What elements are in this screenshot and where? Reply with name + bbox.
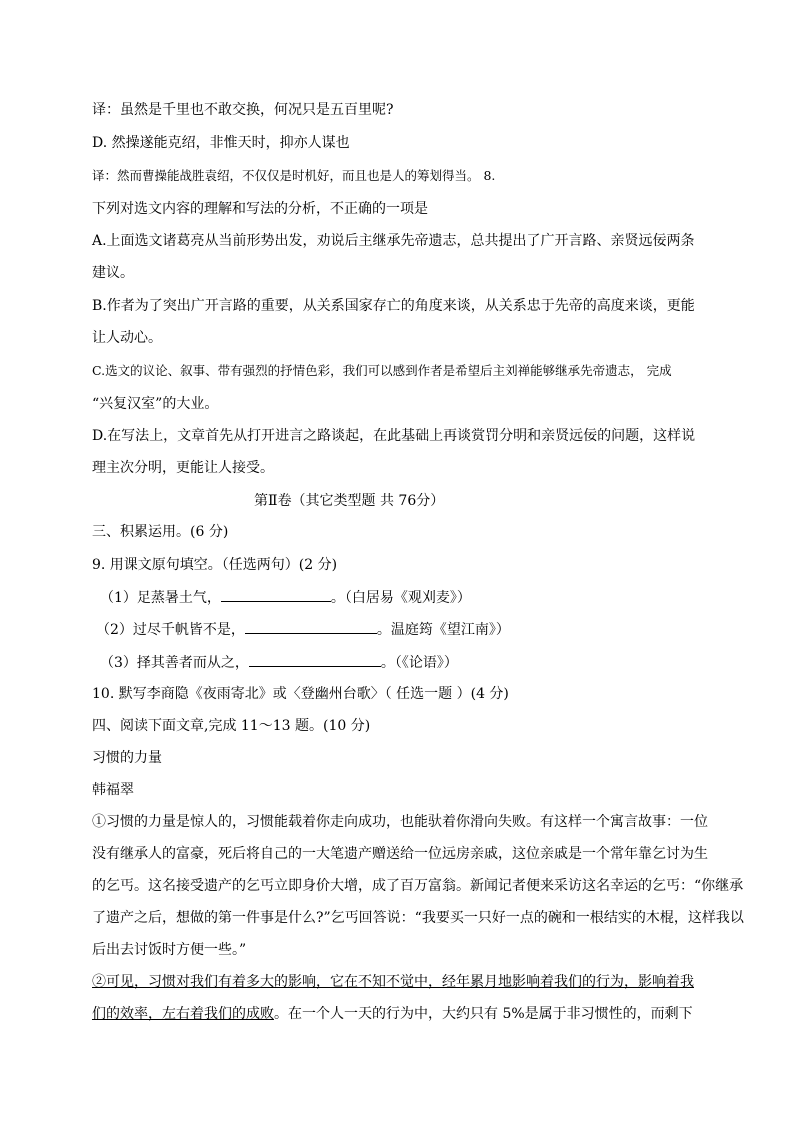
section-heading: 第Ⅱ卷（其它类型题 共 76分）: [254, 493, 445, 509]
translation-line: 译：然而曹操能战胜袁绍，不仅仅是时机好，而且也是人的筹划得当。 8.: [92, 168, 496, 183]
option-a-continued: 建议。: [92, 265, 134, 281]
paragraph-1-line: 没有继承人的富豪，死后将自己的一大笔遗产赠送给一位远房亲戚，这位亲戚是一个常年靠乞讨为生: [92, 846, 708, 862]
option-d-continued: 理主次分明，更能让人接受。: [92, 460, 274, 476]
option-d-sentence: D. 然操遂能克绍，非惟天时，抑亦人谋也: [92, 135, 350, 151]
paragraph-2-line: [92, 1004, 693, 1024]
fill-blank-1-source: 。（白居易《观刈麦》）: [330, 590, 471, 606]
article-title: 习惯的力量: [92, 750, 162, 766]
fill-blank-2: [96, 619, 510, 640]
fill-blank-1: [100, 587, 471, 608]
option-b: B.作者为了突出广开言路的重要，从关系国家存亡的角度来谈，从关系忠于先帝的高度来谈，更能: [92, 298, 695, 314]
option-c-continued: “兴复汉室”的大业。: [92, 396, 219, 412]
option-c: C.选文的议论、叙事、带有强烈的抒情色彩，我们可以感到作者是希望后主刘禅能够继承先帝遗志， 完成: [92, 363, 672, 378]
answer-blank-3[interactable]: [249, 652, 381, 667]
answer-blank-1[interactable]: [221, 587, 331, 602]
paragraph-1-line: 后出去讨饭时方便一些。”: [92, 942, 247, 958]
option-a: A.上面选文诸葛亮从当前形势出发，劝说后主继承先帝遗志，总共提出了广开言路、亲贤远佞两条: [92, 233, 695, 249]
paragraph-1-line: 的乞丐。这名接受遗产的乞丐立即身价大增，成了百万富翁。新闻记者便来采访这名幸运的乞丐：“你继承: [92, 878, 744, 894]
translation-line: 译：虽然是千里也不敢交换，何况只是五百里呢?: [92, 102, 394, 118]
paragraph-2-text: 。在一个人一天的行为中，大约只有 5%是属于非习惯性的，而剩下: [274, 1006, 693, 1022]
part-three-heading: 三、积累运用。(6 分): [92, 524, 229, 540]
paragraph-2-underlined: ②可见，习惯对我们有着多大的影响，它在不知不觉中，经年累月地影响着我们的行为，影响着我: [92, 974, 694, 990]
article-author: 韩福翠: [92, 782, 134, 798]
option-b-continued: 让人动心。: [92, 330, 162, 346]
paragraph-2-underlined-end: 们的效率，左右着我们的成败: [92, 1006, 274, 1022]
fill-blank-2-source: 。温庭筠《望江南》）: [376, 622, 510, 638]
fill-blank-3-source: 。（《论语》）: [380, 655, 458, 671]
fill-blank-2-prompt: （2）过尽千帆皆不是，: [96, 622, 245, 638]
option-d: D.在写法上，文章首先从打开进言之路谈起，在此基础上再谈赏罚分明和亲贤远佞的问题，这样说: [92, 428, 696, 444]
paragraph-1-line: ①习惯的力量是惊人的，习惯能载着你走向成功，也能驮着你滑向失败。有这样一个寓言故事：一位: [92, 814, 708, 830]
fill-blank-1-prompt: （1）足蒸暑土气，: [100, 590, 221, 606]
fill-blank-3: [100, 652, 458, 673]
question-8-stem: 下列对选文内容的理解和写法的分析，不正确的一项是: [92, 201, 428, 217]
fill-blank-3-prompt: （3）择其善者而从之，: [100, 655, 249, 671]
question-9: 9. 用课文原句填空。（任选两句）(2 分): [92, 557, 338, 573]
question-10: 10. 默写李商隐《夜雨寄北》或〈登幽州台歌〉（ 任选一题 ）(4 分): [92, 686, 509, 702]
paragraph-1-line: 了遗产之后，想做的第一件事是什么?”乞丐回答说：“我要买一只好一点的碗和一根结实的木棍，这样我以: [92, 910, 744, 926]
part-four-heading: 四、阅读下面文章,完成 11～13 题。(10 分): [92, 718, 371, 734]
answer-blank-2[interactable]: [245, 619, 377, 634]
